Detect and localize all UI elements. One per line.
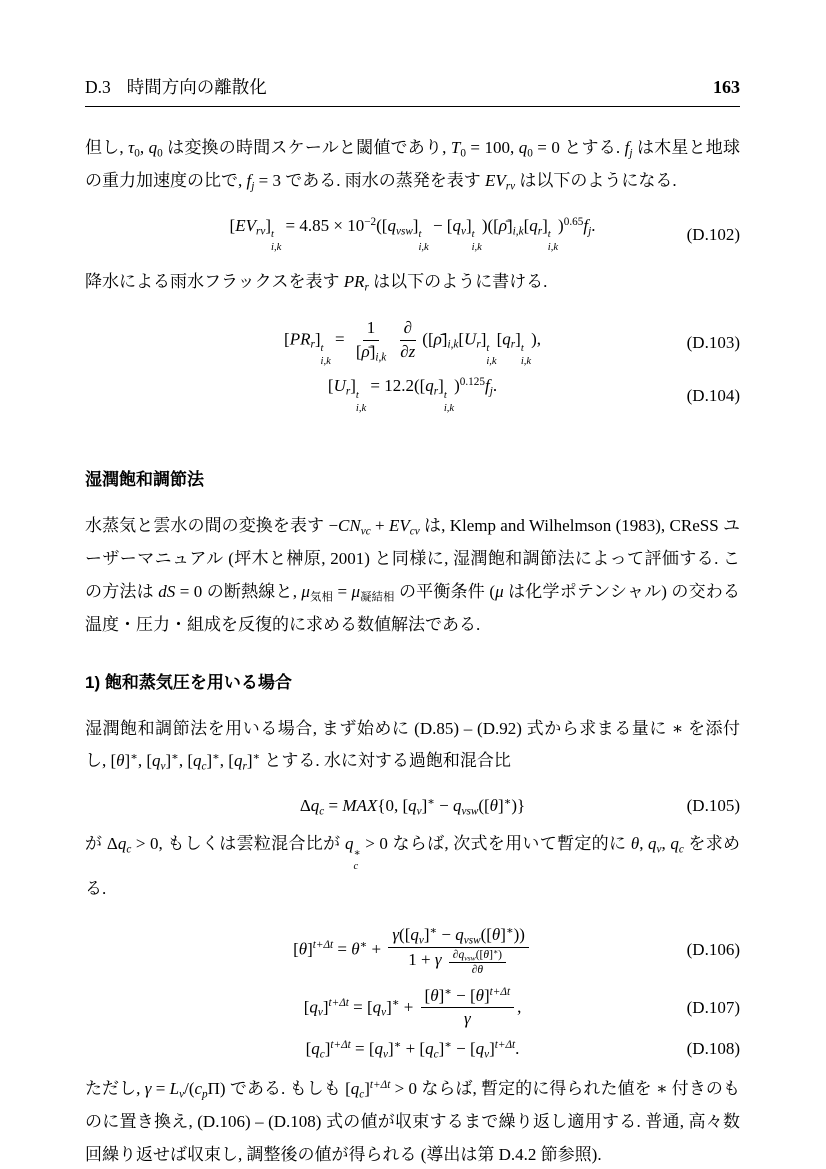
equation-d105 [85,796,740,816]
page-number: 163 [713,77,740,97]
equation-d105-number: (D.105) [686,796,740,816]
paragraph-method-description: 水蒸気と雲水の間の変換を表す $-CN_{vc} + EV_{cv}$ は, Klemp and Wilhelmson (1983), CReSS ユーザーマニュアル (坪木と榊原, 2001) と同様に, 湿潤飽和調節法によって評価する. この方法は dS = 0 の断熱線と, $\mu_{気相} = \mu_{凝結相}$ の平衡条件 (μ は化学ポテンシャル) の交わる温度・圧力・組成を反復的に求める数値解法である. [85,516,741,634]
equation-d107-body: $[q_v]^{t+\Delta t} = [q_v]^∗$ + $\frac{[\theta]^∗ - [\theta]^{t+\Delta t}}{\gamma}$ , [303,985,522,1029]
paragraph-asterisk-definition: 湿潤飽和調節法を用いる場合, まず始めに (D.85) – (D.92) 式から求まる量に ∗ を添付し, [θ]∗, $[q_v]^∗$, $[q_c]^∗$, $[q_r]^∗$ とする. 水に対する過飽和混合比 [85,718,740,773]
equation-d102-number: (D.102) [686,225,740,245]
equation-d104 [85,376,740,415]
equation-d108-body: $[q_c]^{t+\Delta t} = [q_v]^∗ + [q_c]^∗ - [q_v]^{t+\Delta t}$. [305,1039,520,1061]
equation-d102-body: $[EV_{rv}]$ t i,k = $4.85 \times 10^{-2}([q_{vsw}]$ t i,k − $[q_v]$ t i,k )($[\rhō]_{i,k}[q_r]$ t i,k )$^{0.65}f_j$. [229,215,596,254]
equation-d106-number: (D.106) [686,940,740,960]
paragraph-rain-flux: 降水による雨水フラックスを表す $PR_r$ は以下のように書ける. [85,272,548,294]
section-title: 時間方向の離散化 [126,77,267,97]
equation-d106 [85,924,740,977]
running-head [85,74,740,107]
equation-d102 [85,216,740,255]
equation-d107 [85,985,740,1032]
equation-d103-body: $[PR_r]$ t i,k = $\frac{1}{[\rhō]_{i,k}}$ $\frac{\partial}{\partial z}$ ($[\rhō]_{i,k}[U_r]$ t i,k $[q_r]$ t i,k ), [284,318,541,368]
heading-saturation-vapor-pressure-case: 1) 飽和蒸気圧を用いる場合 [85,672,292,692]
equation-d104-body: $[U_r]$ t i,k = $12.2([q_r]$ t i,k )$^{0.125}f_j$. [327,376,498,415]
equation-d103 [85,317,740,368]
equation-d107-number: (D.107) [686,997,740,1017]
paragraph-conversion-timescale: 但し, $\tau_0$, $q_0$ は変換の時間スケールと閾値であり, $T_0 = 100$, $q_0 = 0$ とする. $f_j$ は木星と地球の重力加速度の比で, $f_j = 3$ である. 雨水の蒸発を表す $EV_{rv}$ は以下のようになる. [85,138,741,193]
equation-d108-number: (D.108) [686,1039,740,1059]
section-number: D.3 [85,77,111,97]
equation-d105-body: $\Delta q_c = MAX\{0$, $[q_v]^∗ - q_{vsw}([\theta]^∗)$} [299,795,526,818]
equation-d108 [85,1039,740,1059]
equation-d104-number: (D.104) [686,385,740,405]
paragraph-iteration-note: ただし, $\gamma = L_v/(c_p\Pi)$ である. もしも $[q_c]^{t+\Delta t} > 0$ ならば, 暫定的に得られた値を ∗ 付きのものに置き換え, (D.106) – (D.108) 式の値が収束するまで繰り返し適用する. 普通, 高々数回繰り返せば収束し, 調整後の値が得られる (導出は第 D.4.2 節参照). [85,1079,740,1164]
paragraph-condition: が $\Delta q_c > 0$, もしくは雲粒混合比が q ∗ c > 0 ならば, 次式を用いて暫定的に θ, $q_v$, $q_c$ を求める. [85,834,741,899]
heading-moist-saturation-adjustment: 湿潤飽和調節法 [85,470,204,490]
equation-d103-number: (D.103) [686,332,740,352]
equation-d106-body: $[\theta]^{t+\Delta t} = \theta^∗$ + $\gamma([q_v]^∗ - q_{vsw}([\theta]^∗))$ 1 + γ $\frac{\partial q_{vsw}([\theta]^∗)}{\partial\theta}$ [293,924,532,977]
running-head-title [85,74,267,99]
